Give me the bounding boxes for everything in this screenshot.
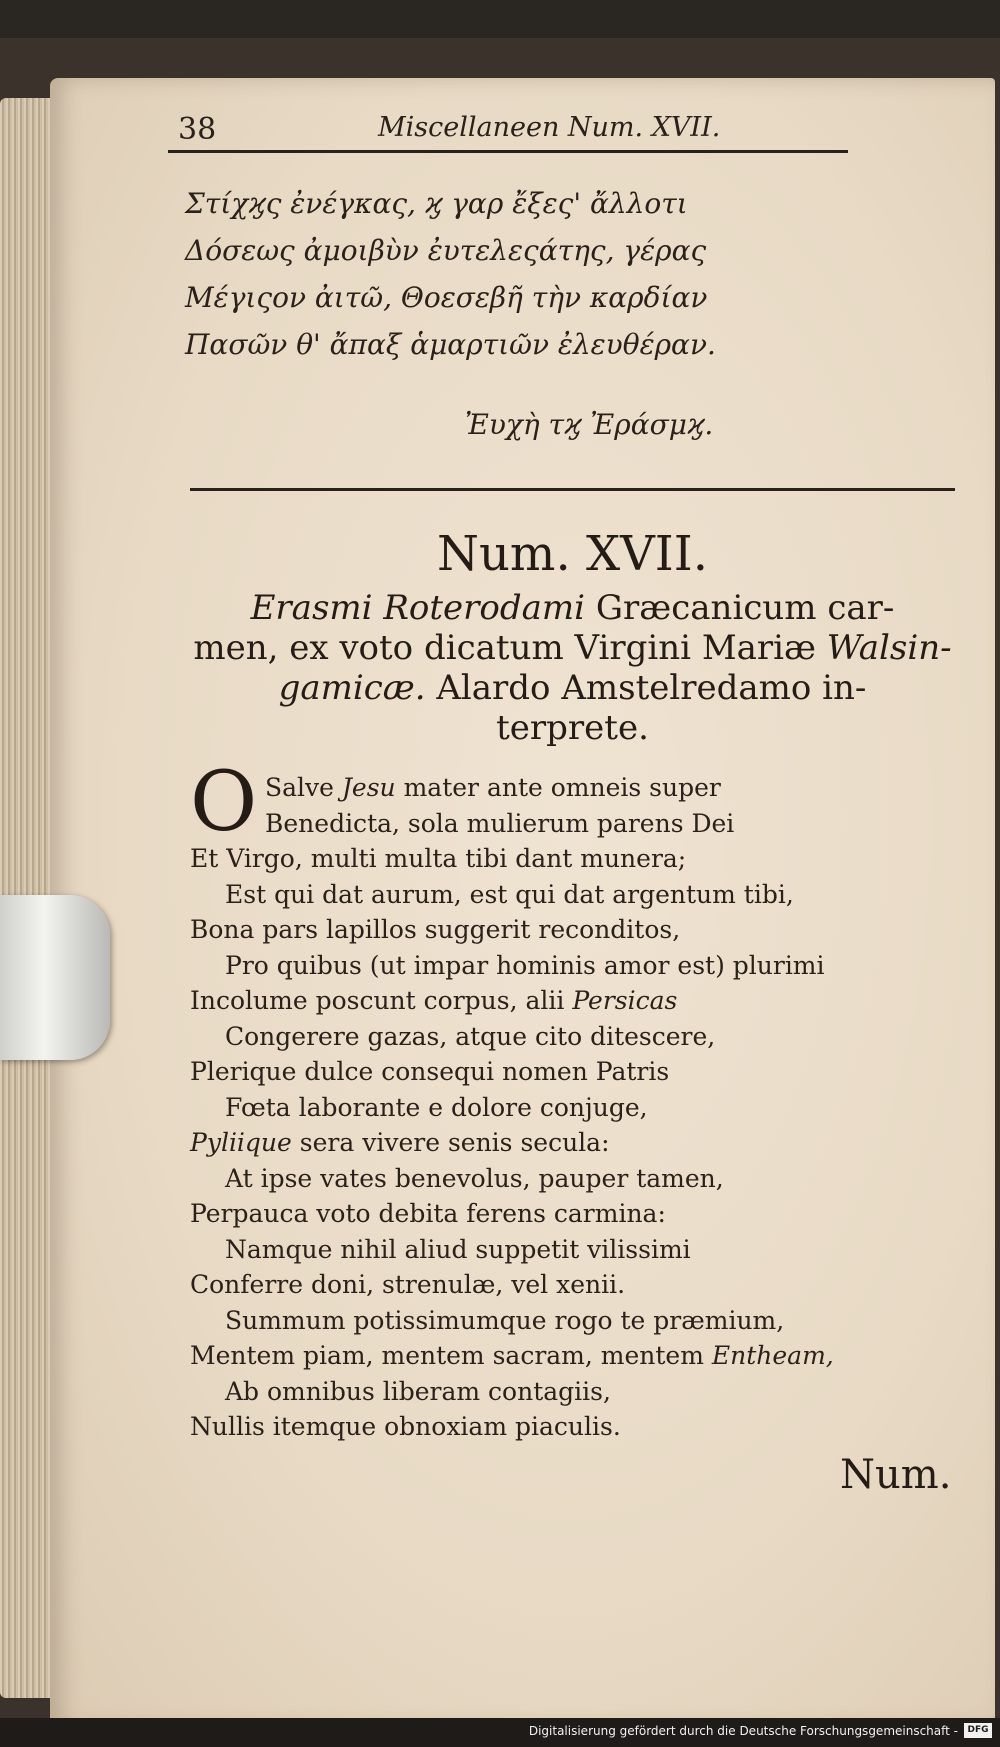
poem-text: Ab omnibus liberam contagiis,: [225, 1376, 611, 1406]
poem-text: Fœta laborante e dolore conjuge,: [225, 1092, 648, 1122]
poem-italic: Persicas: [564, 986, 678, 1015]
poem-text: Summum potissimumque rogo te præmium,: [225, 1305, 785, 1335]
subtitle-italic: gamicæ.: [278, 668, 426, 708]
poem-line: [190, 912, 950, 948]
poem-text: Nullis itemque obnoxiam piaculis.: [190, 1412, 621, 1441]
poem-italic: Pyliique: [190, 1128, 292, 1157]
poem: [190, 770, 950, 1445]
running-head: [178, 100, 948, 150]
poem-line: [190, 841, 950, 877]
poem-line: [190, 983, 950, 1019]
poem-text: Bona pars lapillos suggerit reconditos,: [190, 915, 681, 944]
header-rule: [168, 150, 848, 153]
poem-line: [190, 1054, 950, 1090]
poem-text: Salve: [265, 773, 342, 802]
poem-line: [190, 1125, 950, 1161]
poem-text: Benedicta, sola mulierum parens Dei: [265, 808, 735, 838]
greek-line: Μέγιςον ἀιτῶ, Θοεσεβῆ τὴν καρδίαν: [185, 281, 708, 314]
page-number: 38: [178, 112, 217, 147]
poem-text: Incolume poscunt corpus, alii: [190, 986, 565, 1015]
poem-line: [190, 1409, 950, 1445]
poem-line: [190, 1338, 950, 1374]
subtitle-text: Alardo Amstelredamo in-: [425, 668, 867, 708]
poem-text: Conferre doni, strenulæ, vel xenii.: [190, 1270, 626, 1299]
poem-text: Pro quibus (ut impar hominis amor est) plurimi: [225, 950, 825, 980]
subtitle-text: terprete.: [496, 708, 649, 748]
catchword: Num.: [840, 1452, 952, 1498]
poem-line: [190, 1267, 950, 1303]
footer-bar: [0, 1718, 1000, 1747]
drop-cap: O: [190, 755, 258, 850]
dfg-logo-icon: DFG: [964, 1723, 992, 1738]
poem-line: [190, 1196, 950, 1232]
poem-text: mater ante omneis super: [395, 773, 721, 802]
poem-line: [190, 948, 950, 984]
poem-text: At ipse vates benevolus, pauper tamen,: [225, 1163, 724, 1193]
greek-line: Πασῶν θ' ἄπαξ ἁμαρτιῶν ἐλευθέραν.: [185, 328, 716, 361]
poem-text: Mentem piam, mentem sacram, mentem: [190, 1341, 704, 1370]
section-subtitle: [185, 588, 960, 748]
greek-line: Δόσεως ἀμοιβὺν ἐυτελεςάτης, γέρας: [185, 234, 707, 267]
poem-italic: Entheam,: [703, 1341, 834, 1370]
poem-line: [190, 1374, 950, 1410]
section-rule: [190, 488, 955, 491]
subtitle-text: Græcanicum car-: [585, 588, 895, 628]
greek-verses: [185, 180, 905, 368]
subtitle-italic: Walsin-: [826, 628, 952, 668]
poem-text: Plerique dulce consequi nomen Patris: [190, 1057, 670, 1086]
poem-italic: Jesu: [341, 773, 396, 802]
poem-text: sera vivere senis secula:: [291, 1128, 610, 1157]
poem-text: Est qui dat aurum, est qui dat argentum tibi,: [225, 879, 794, 909]
page-clip: [0, 895, 110, 1060]
poem-line: [190, 1019, 950, 1055]
section-title: Num. XVII.: [437, 526, 708, 582]
poem-line: [190, 877, 950, 913]
poem-text: Perpauca voto debita ferens carmina:: [190, 1199, 666, 1228]
subtitle-text: men, ex voto dicatum Virgini Mariæ: [193, 628, 827, 668]
greek-line: Στίχϗς ἐνέγκας, ϗ γαρ ἔξες' ἄλλοτι: [185, 187, 688, 220]
running-title: Miscellaneen Num. XVII.: [378, 112, 721, 143]
poem-line: [190, 1090, 950, 1126]
poem-line: [190, 806, 950, 842]
poem-text: Et Virgo, multi multa tibi dant munera;: [190, 844, 687, 873]
poem-text: Namque nihil aliud suppetit vilissimi: [225, 1234, 691, 1264]
subtitle-italic: Erasmi Roterodami: [250, 588, 586, 628]
poem-line: [190, 1303, 950, 1339]
poem-line: [190, 770, 950, 806]
greek-signature: Ἐυχὴ τϗ Ἐράσμϗ.: [465, 408, 714, 441]
poem-line: [190, 1232, 950, 1268]
poem-text: Congerere gazas, atque cito ditescere,: [225, 1021, 716, 1051]
poem-line: [190, 1161, 950, 1197]
footer-credit: Digitalisierung gefördert durch die Deutsche Forschungsgemeinschaft -: [528, 1724, 958, 1738]
